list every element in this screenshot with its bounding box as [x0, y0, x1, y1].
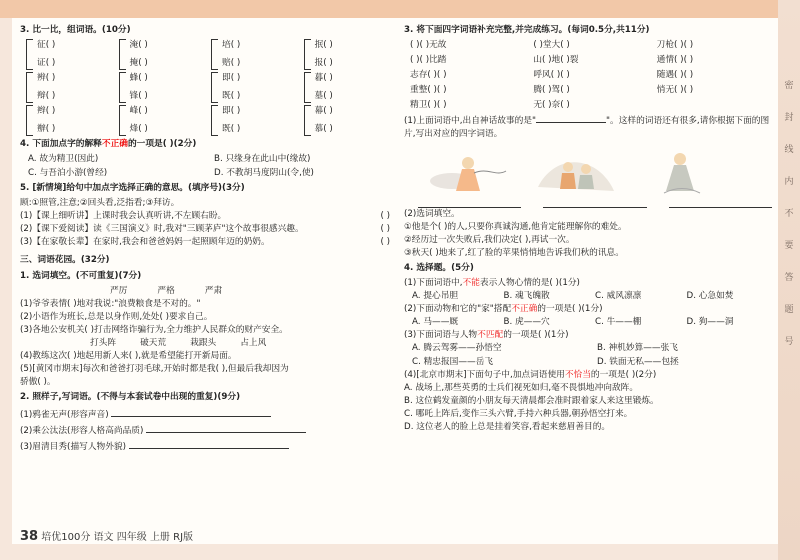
binding-char: 内 [784, 177, 794, 187]
book-subject: 语文 [93, 532, 114, 543]
q2-item-3: (3)眉清目秀(描写人物外貌) [20, 438, 390, 454]
r-q3-idiom-cell: 重整( )( ) [410, 85, 447, 95]
r-q4-s2-opts: A. 马——厩 B. 虎——穴 C. 牛——棚 D. 狗——洞 [412, 317, 734, 327]
q1-word-bank-b: 打头阵 破天荒 栽跟头 占上风 [90, 338, 267, 348]
q3-pair [211, 39, 298, 70]
r-q4-s4-c: C. 哪吒上阵后,变作三头六臂,手持六种兵器,朝孙悟空打来。 [404, 409, 633, 419]
q3-pair [304, 105, 391, 136]
q1-a-3: (3)各地公安机关( )打击网络诈骗行为,全力维护人民群众的财产安全。 [20, 325, 288, 335]
q3-pair-word: 辦( ) [37, 124, 56, 134]
q3-pair-word: 慕( ) [314, 124, 333, 134]
q5-item-1: (1)【课上细听讲】上课时我会认真听讲,不左顾右盼。 ( ) [20, 211, 390, 221]
r-q3-idiom-cell: 通情( )( ) [656, 55, 694, 65]
r-q4-s4-a: A. 战场上,那些英勇的士兵们视死如归,毫不畏惧地冲向敌阵。 [404, 383, 639, 393]
illustration-3-icon [634, 147, 726, 199]
q3-pair-word: 既( ) [222, 91, 241, 101]
q3-pair-word: 烽( ) [129, 124, 148, 134]
q1-a-2: (2)小语作为班长,总是以身作则,处处( )要求自己。 [20, 312, 213, 322]
q3-pair-word: 既( ) [222, 124, 241, 134]
r-q3-idiom-cell: ( )( )比踏 [410, 55, 447, 65]
r-q4-s3: (3)下面词语与人物不匹配的一项是( )(1分) [404, 330, 569, 340]
binding-char: 号 [784, 337, 794, 347]
q3-pair [119, 39, 206, 70]
q3-pair-word: 辩( ) [37, 91, 56, 101]
r-q3-fill-2: ②经历过一次失败后,我们决定( ),再试一次。 [404, 235, 575, 245]
r-q3-title: 3. 将下面四字词语补充完整,并完成练习。(每词0.5分,共11分) [404, 25, 650, 35]
r-q3-idiom-cell: 无( )奈( ) [533, 100, 570, 110]
r-q4-s1-opts: A. 提心吊胆 B. 魂飞魄散 C. 威风凛凛 D. 心急如焚 [412, 291, 734, 301]
r-q3-sub2: (2)选词填空。 [404, 209, 460, 219]
footer [20, 528, 193, 544]
binding-char: 题 [784, 305, 794, 315]
binding-char: 答 [784, 273, 794, 283]
q3-pair-word: 峰( ) [129, 106, 148, 116]
book-grade: 四年级 [116, 532, 147, 543]
binding-char: 密 [784, 81, 794, 91]
q2-title: 2. 照样子,写词语。(不得与本套试卷中出现的重复)(9分) [20, 392, 241, 402]
q3-pair-word: 证( ) [37, 58, 56, 68]
q3-pair [211, 105, 298, 136]
q2-item-2: (2)乘公汰法(形容人格高尚品质) [20, 422, 390, 438]
q4-option-b[interactable]: B. 只缘身在此山中(缘故) [214, 154, 311, 164]
q4-option-d[interactable]: D. 不教胡马度阴山(令,使) [214, 168, 314, 178]
q3-pair [26, 72, 113, 103]
q3-pair-word: 辨( ) [37, 73, 56, 83]
q3-pair [211, 72, 298, 103]
r-q3-idiom-cell: 精卫( )( ) [410, 100, 447, 110]
binding-strip [778, 0, 800, 560]
q5-item-2: (2)【课下爱阅读】读《三国演义》时,我对"三顾茅庐"这个故事很感兴趣。 ( ) [20, 224, 390, 234]
q3-pairs [26, 39, 390, 136]
section-3-title: 三、词语花园。(32分) [20, 255, 110, 265]
q4-option-c[interactable]: C. 与吾泊小游(曾经) [28, 168, 108, 178]
r-q3-idiom-cell: 刀枪( )( ) [656, 40, 694, 50]
q3-pair [119, 105, 206, 136]
binding-char: 不 [784, 209, 794, 219]
q1-b-5-cont: 骄傲( )。 [20, 377, 56, 387]
binding-char: 要 [784, 241, 794, 251]
r-q3-idiom-cell: 呼风( )( ) [533, 70, 570, 80]
r-q3-idiom-cell: 悄无( )( ) [656, 85, 694, 95]
q5-item-3: (3)【在家敬长辈】在家时,我会和爸爸妈妈一起照顾年迈的奶奶。 ( ) [20, 237, 390, 247]
q3-pair-word: 报( ) [314, 58, 333, 68]
r-q3-fill-1: ①他是个( )的人,只要你真诚沟通,他肯定能理解你的难处。 [404, 222, 627, 232]
book-series: 培优100分 [41, 532, 91, 543]
q3-pair [26, 39, 113, 70]
q3-pair-word: 培( ) [222, 40, 241, 50]
r-q4-s1: (1)下面词语中,不能表示人物心情的是( )(1分) [404, 278, 580, 288]
q3-pair-word: 幕( ) [314, 106, 333, 116]
top-band [0, 0, 800, 18]
r-q3-idiom-cell [657, 99, 772, 112]
q1-b-4: (4)教练这次( )地起用新人来( ),就是希望能打开新局面。 [20, 351, 237, 361]
r-q3-idiom-cell: ( )( )无故 [410, 40, 447, 50]
r-q3-idiom-cell: ( )堂大( ) [533, 40, 570, 50]
left-column [20, 22, 390, 454]
q3-pair-word: 暮( ) [314, 73, 333, 83]
r-q4-s4: (4)[北京市期末]下面句子中,加点词语使用不恰当的一项是( )(2分) [404, 370, 657, 380]
r-q4-s2: (2)下面动物和它的"家"搭配不正确的一项是( )(1分) [404, 304, 603, 314]
q3-pair-word: 锋( ) [129, 91, 148, 101]
illustration-2-icon [528, 147, 620, 199]
r-q3-sub1: (1)上面词语中,出自神话故事的是" "。这样的词语还有很多,请你根据下面的图片,写出对应的四字词语。 [404, 112, 772, 141]
r-q4-s3-opts: A. 腾云驾雾——孙悟空 B. 神机妙算——张飞 C. 精忠报国——岳飞 D. 铁面无私——包拯 [412, 343, 679, 367]
binding-char: 线 [784, 145, 794, 155]
q3-pair [304, 39, 391, 70]
r-q3-idiom-cell: 志存( )( ) [410, 70, 447, 80]
q3-pair-word: 淹( ) [129, 40, 148, 50]
r-q4-s4-d: D. 这位老人的脸上总是挂着笑容,看起来慈眉善目的。 [404, 422, 611, 432]
r-q4-s4-b: B. 这位鹤发童颜的小朋友每天清晨都会准时跟着家人来这里锻炼。 [404, 396, 659, 406]
q3-pair-word: 赔( ) [222, 58, 241, 68]
q1-a-1: (1)爷爷表情( )地对我说:"浪费粮食是不对的。" [20, 299, 201, 309]
q3-pair-word: 辫( ) [37, 106, 56, 116]
r-q4-title: 4. 选择题。(5分) [404, 263, 474, 273]
book-edition: RJ版 [173, 532, 194, 543]
q3-pair [304, 72, 391, 103]
binding-chars [780, 70, 798, 358]
right-column [404, 22, 772, 434]
q3-pair-word: 蜂( ) [129, 73, 148, 83]
q3-pair-word: 抿( ) [314, 40, 333, 50]
r-q3-idioms [410, 39, 772, 112]
q2-item-1: (1)鸦雀无声(形容声音) [20, 406, 390, 422]
q1-title: 1. 选词填空。(不可重复)(7分) [20, 271, 142, 281]
illustration-blanks [418, 203, 772, 208]
q4-option-a[interactable]: A. 故为精卫(因此) [28, 154, 99, 164]
q1-b-5: (5)[黄冈市期末]每次和爸爸打羽毛球,开始时都是我( ),但最后我却因为 [20, 364, 289, 374]
book-term: 上册 [149, 532, 170, 543]
r-q3-idiom-cell: 随遇( )( ) [656, 70, 694, 80]
q3-pair-word: 掩( ) [129, 58, 148, 68]
q3-pair-word: 即( ) [222, 106, 241, 116]
page-number: 38 [20, 529, 39, 544]
q4-title: 4. 下面加点字的解释不正确的一项是( )(2分) [20, 139, 197, 149]
q3-pair [119, 72, 206, 103]
q5-title: 5. [新情境]给句中加点字选择正确的意思。(填序号)(3分) [20, 183, 245, 193]
q3-pair [26, 105, 113, 136]
illustrations [422, 147, 772, 199]
r-q3-fill-3: ③秋天( )地来了,红了脸的苹果悄悄地告诉我们秋的讯息。 [404, 248, 624, 258]
q3-title: 3. 比一比，组词语。(10分) [20, 25, 131, 35]
r-q3-idiom-cell: 腾( )驾( ) [533, 85, 570, 95]
q3-pair-word: 即( ) [222, 73, 241, 83]
binding-char: 封 [784, 113, 794, 123]
q3-pair-word: 征( ) [37, 40, 56, 50]
illustration-1-icon [422, 147, 514, 199]
r-q3-idiom-cell: 山( )地( )裂 [533, 55, 579, 65]
q4-options [28, 153, 390, 180]
q1-word-bank-a: 严厉 严格 严肃 [110, 286, 223, 296]
q5-definitions: 顾:①照管,注意;②回头看,泛指看;③拜访。 [20, 198, 180, 208]
q3-pair-word: 墓( ) [314, 91, 333, 101]
